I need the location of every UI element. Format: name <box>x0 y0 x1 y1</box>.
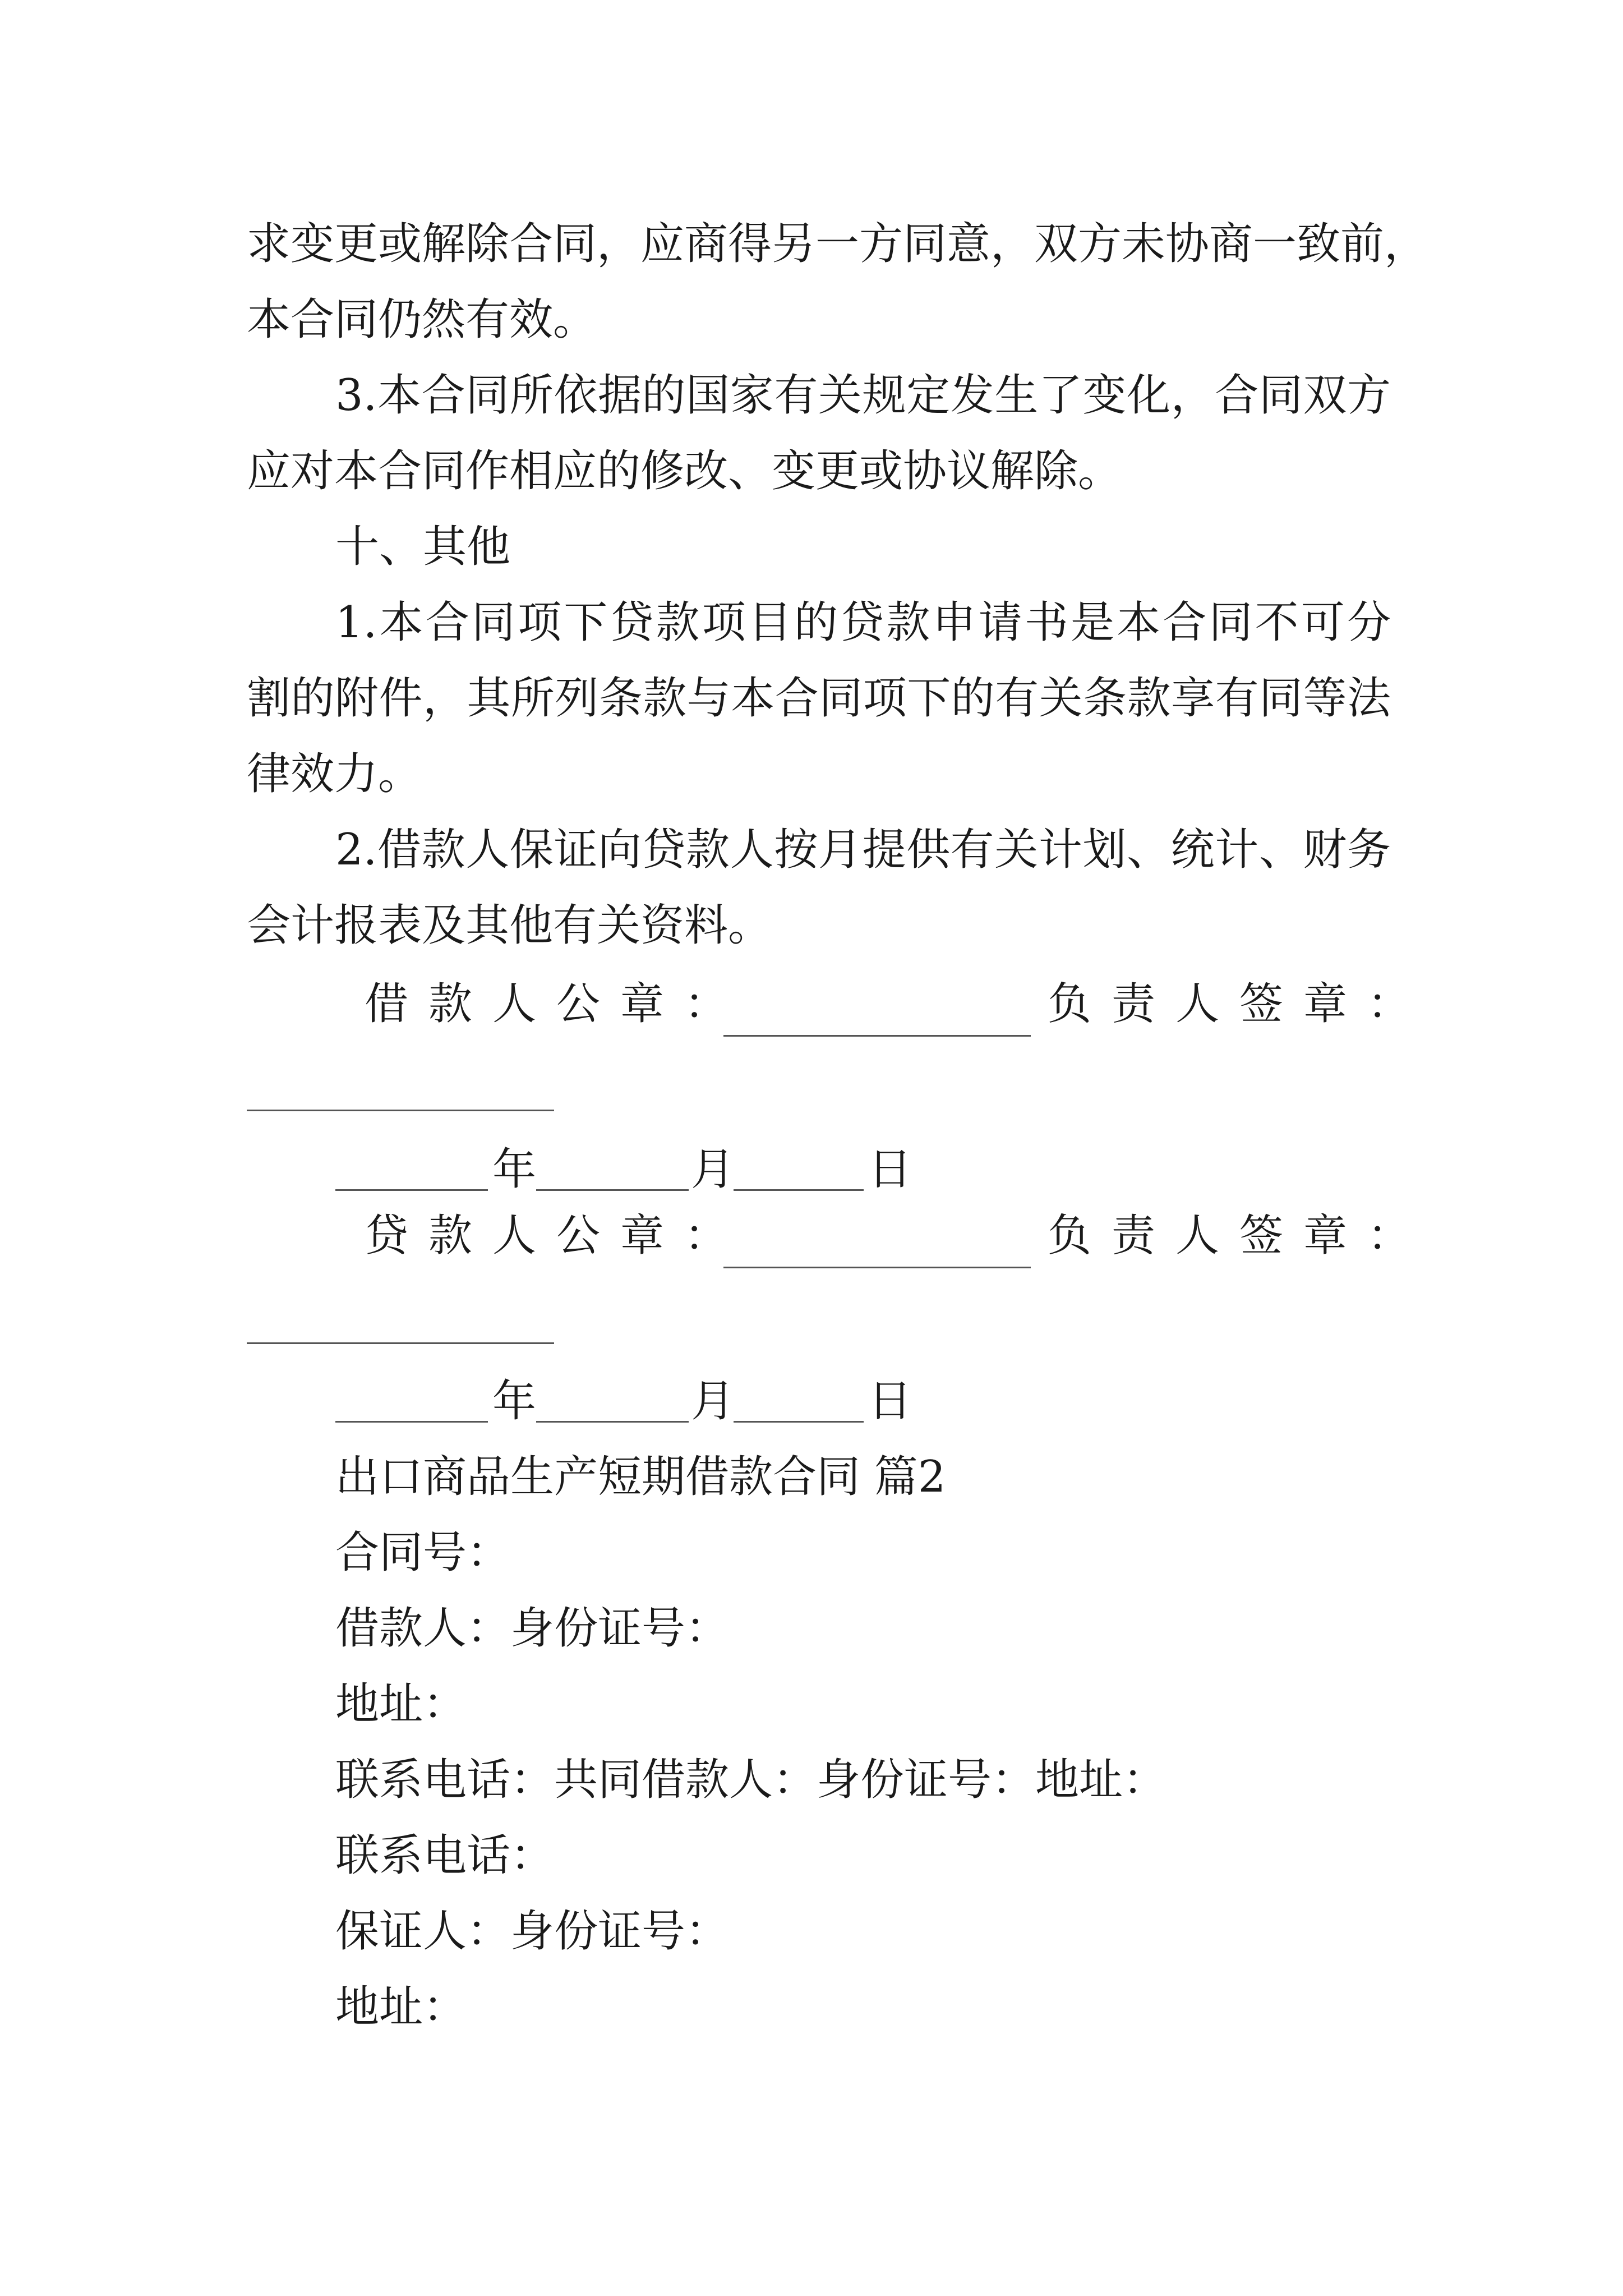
contract-field: 地址： <box>335 1679 467 1729</box>
borrower-seal-underline[interactable] <box>723 1035 1031 1037</box>
date-year-label: 年 <box>492 1376 537 1427</box>
paragraph-line: 应对本合同作相应的修改、变更或协议解除。 <box>247 446 1122 496</box>
lender-signer-label: 负责人签章： <box>1048 1211 1432 1261</box>
date-day-underline[interactable] <box>734 1189 864 1191</box>
contract-field: 保证人：身份证号： <box>335 1906 730 1957</box>
contract-field: 联系电话： <box>335 1830 555 1881</box>
paragraph-line: 求变更或解除合同，应商得另一方同意，双方未协商一致前， <box>247 219 1428 269</box>
paragraph-line: 3.本合同所依据的国家有关规定发生了变化，合同双方 <box>335 370 1391 421</box>
lender-signer-underline[interactable] <box>247 1342 554 1344</box>
borrower-seal-label: 借款人公章： <box>365 979 749 1029</box>
contract-title: 出口商品生产短期借款合同 篇2 <box>335 1452 946 1502</box>
date-month-underline[interactable] <box>536 1421 689 1423</box>
date-year-underline[interactable] <box>335 1189 488 1191</box>
lender-seal-label: 贷款人公章： <box>365 1211 749 1261</box>
date-day-underline[interactable] <box>734 1421 864 1423</box>
date-year-underline[interactable] <box>335 1421 488 1423</box>
date-year-label: 年 <box>492 1144 537 1195</box>
date-month-label: 月 <box>691 1144 735 1195</box>
borrower-signer-label: 负责人签章： <box>1048 979 1432 1029</box>
date-day-label: 日 <box>868 1144 912 1195</box>
paragraph-line: 2.借款人保证向贷款人按月提供有关计划、统计、财务 <box>335 825 1391 875</box>
date-month-label: 月 <box>691 1376 735 1427</box>
paragraph-line: 本合同仍然有效。 <box>247 295 597 345</box>
lender-seal-underline[interactable] <box>723 1267 1031 1268</box>
paragraph-line: 律效力。 <box>247 749 422 799</box>
paragraph-line: 会计报表及其他有关资料。 <box>247 900 772 951</box>
contract-field: 合同号： <box>335 1527 511 1578</box>
paragraph-line: 1.本合同项下贷款项目的贷款申请书是本合同不可分 <box>335 597 1391 648</box>
contract-field: 联系电话：共同借款人：身份证号：地址： <box>335 1755 1167 1805</box>
date-day-label: 日 <box>868 1376 912 1427</box>
borrower-signer-underline[interactable] <box>247 1110 554 1111</box>
paragraph-line: 割的附件，其所列条款与本合同项下的有关条款享有同等法 <box>247 673 1391 724</box>
contract-field: 借款人：身份证号： <box>335 1603 730 1654</box>
section-heading: 十、其他 <box>335 522 511 572</box>
contract-field: 地址： <box>335 1982 467 2032</box>
date-month-underline[interactable] <box>536 1189 689 1191</box>
